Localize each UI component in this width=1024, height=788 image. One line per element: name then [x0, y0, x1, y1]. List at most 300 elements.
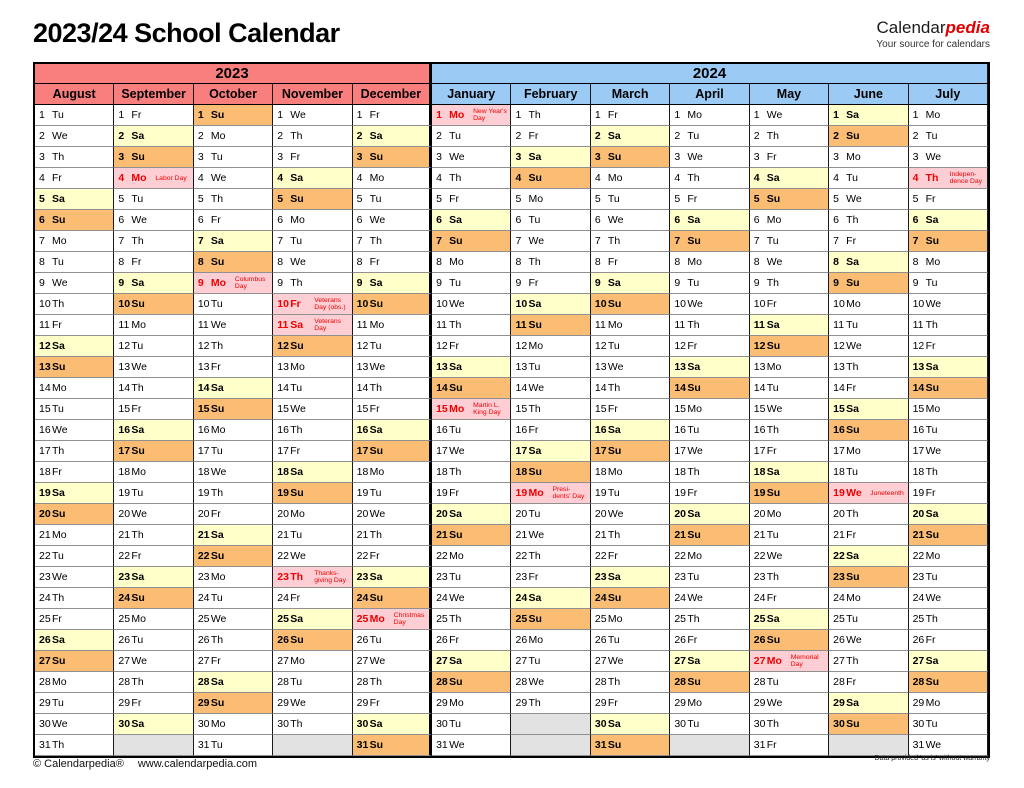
weekday-abbr: Tu [52, 697, 64, 709]
weekday-abbr: Th [369, 382, 382, 394]
weekday-abbr: We [846, 487, 862, 499]
day-cell-january-26 [432, 630, 511, 651]
weekday-abbr: Fr [52, 613, 62, 625]
day-cell-november-17 [273, 441, 352, 462]
weekday-abbr: Mo [766, 655, 782, 667]
weekday-abbr: Fr [369, 109, 380, 121]
day-cell-july-23 [909, 567, 988, 588]
day-number: 3 [197, 151, 204, 163]
day-cell-january-17 [432, 441, 511, 462]
day-number: 14 [118, 382, 131, 394]
weekday-abbr: Th [766, 718, 779, 730]
day-cell-november-15 [273, 399, 352, 420]
weekday-abbr: We [290, 109, 306, 121]
year-header-2024: 2024 [432, 64, 988, 84]
weekday-abbr: Fr [369, 697, 380, 709]
day-cell-may-19 [750, 483, 829, 504]
weekday-abbr: Su [528, 613, 542, 625]
weekday-abbr: Sa [846, 109, 859, 121]
day-number: 11 [515, 319, 527, 331]
weekday-abbr: Tu [210, 445, 223, 457]
month-header-march: March [591, 84, 670, 105]
day-number: 18 [118, 466, 131, 478]
empty-cell-february-31 [511, 735, 590, 756]
day-number: 29 [912, 697, 925, 709]
day-number: 9 [833, 277, 839, 289]
day-number: 23 [277, 571, 289, 583]
day-number: 17 [356, 445, 369, 457]
weekday-abbr: Tu [687, 424, 700, 436]
weekday-abbr: Fr [528, 277, 539, 289]
day-number: 9 [912, 277, 919, 289]
day-number: 27 [39, 655, 51, 667]
day-number: 15 [912, 403, 925, 415]
weekday-abbr: We [528, 676, 545, 688]
day-number: 8 [833, 256, 839, 268]
day-cell-january-6 [432, 210, 511, 231]
weekday-abbr: We [369, 508, 386, 520]
weekday-abbr: Tu [925, 424, 938, 436]
weekday-abbr: Sa [607, 277, 621, 289]
day-cell-january-28 [432, 672, 511, 693]
weekday-abbr: Sa [607, 718, 621, 730]
day-number: 11 [277, 319, 289, 331]
empty-cell-february-30 [511, 714, 590, 735]
day-number: 22 [436, 550, 448, 562]
day-cell-december-26 [353, 630, 432, 651]
month-header-august: August [35, 84, 114, 105]
day-number: 13 [594, 361, 607, 373]
day-number: 26 [833, 634, 845, 646]
day-cell-march-2 [591, 126, 670, 147]
day-number: 10 [674, 298, 687, 310]
holiday-label: Christmas Day [393, 612, 425, 626]
day-number: 9 [436, 277, 442, 289]
day-cell-october-31 [194, 735, 273, 756]
weekday-abbr: Th [528, 256, 541, 268]
weekday-abbr: Th [290, 718, 303, 730]
weekday-abbr: We [607, 655, 624, 667]
weekday-abbr: Mo [528, 340, 544, 352]
day-cell-october-2 [194, 126, 273, 147]
weekday-abbr: Sa [449, 214, 462, 226]
weekday-abbr: Tu [131, 193, 144, 205]
day-cell-february-7 [511, 231, 590, 252]
day-number: 16 [594, 424, 607, 436]
day-number: 5 [197, 193, 204, 205]
day-cell-june-3 [829, 147, 908, 168]
day-cell-june-12 [829, 336, 908, 357]
weekday-abbr: Mo [846, 592, 861, 604]
weekday-abbr: Tu [528, 508, 541, 520]
day-cell-january-13 [432, 357, 511, 378]
day-cell-january-1 [432, 105, 511, 126]
day-number: 28 [197, 676, 210, 688]
weekday-abbr: Sa [369, 718, 383, 730]
day-cell-may-20 [750, 504, 829, 525]
day-number: 17 [674, 445, 687, 457]
day-number: 4 [833, 172, 839, 184]
weekday-abbr: Su [846, 424, 860, 436]
day-number: 12 [912, 340, 925, 352]
day-cell-july-15 [909, 399, 988, 420]
weekday-abbr: Tu [528, 214, 541, 226]
day-number: 16 [356, 424, 369, 436]
day-number: 11 [39, 319, 50, 331]
weekday-abbr: Sa [131, 718, 145, 730]
weekday-abbr: We [846, 340, 862, 352]
day-cell-march-12 [591, 336, 670, 357]
weekday-abbr: Mo [210, 130, 226, 142]
day-number: 2 [118, 130, 125, 142]
day-cell-october-16 [194, 420, 273, 441]
weekday-abbr: We [846, 634, 862, 646]
day-number: 8 [912, 256, 919, 268]
day-number: 10 [197, 298, 210, 310]
weekday-abbr: Sa [210, 235, 224, 247]
day-cell-july-18 [909, 462, 988, 483]
day-number: 20 [515, 508, 528, 520]
empty-cell-june-31 [829, 735, 908, 756]
weekday-abbr: We [52, 571, 68, 583]
holiday-label: Labor Day [155, 174, 187, 182]
day-number: 17 [912, 445, 925, 457]
day-number: 25 [277, 613, 289, 625]
weekday-abbr: Th [210, 193, 224, 205]
day-cell-august-27 [35, 651, 114, 672]
day-number: 23 [912, 571, 925, 583]
day-number: 26 [515, 634, 528, 646]
weekday-abbr: We [528, 382, 545, 394]
day-number: 29 [118, 697, 131, 709]
day-cell-march-15 [591, 399, 670, 420]
day-number: 3 [277, 151, 284, 163]
day-cell-october-21 [194, 525, 273, 546]
day-cell-july-3 [909, 147, 988, 168]
weekday-abbr: Su [528, 172, 542, 184]
day-cell-november-25 [273, 609, 352, 630]
day-cell-april-15 [670, 399, 749, 420]
day-number: 20 [197, 508, 210, 520]
day-number: 17 [39, 445, 51, 457]
day-cell-may-3 [750, 147, 829, 168]
day-number: 6 [197, 214, 204, 226]
day-number: 2 [674, 130, 681, 142]
day-cell-february-20 [511, 504, 590, 525]
day-number: 26 [277, 634, 289, 646]
weekday-abbr: Tu [369, 634, 382, 646]
day-cell-october-14 [194, 378, 273, 399]
day-cell-october-13 [194, 357, 273, 378]
weekday-abbr: Sa [528, 298, 542, 310]
weekday-abbr: Tu [290, 676, 303, 688]
day-cell-october-6 [194, 210, 273, 231]
day-cell-december-24 [353, 588, 432, 609]
day-cell-march-10 [591, 294, 670, 315]
day-number: 12 [753, 340, 766, 352]
day-cell-june-27 [829, 651, 908, 672]
day-cell-june-6 [829, 210, 908, 231]
weekday-abbr: Su [766, 487, 781, 499]
day-cell-may-22 [750, 546, 829, 567]
weekday-abbr: Su [766, 634, 781, 646]
month-header-january: January [432, 84, 511, 105]
day-cell-october-5 [194, 189, 273, 210]
weekday-abbr: Su [449, 676, 463, 688]
weekday-abbr: Tu [846, 613, 859, 625]
day-number: 21 [594, 529, 607, 541]
day-cell-march-26 [591, 630, 670, 651]
weekday-abbr: Tu [210, 592, 223, 604]
day-cell-may-26 [750, 630, 829, 651]
day-number: 21 [277, 529, 289, 541]
weekday-abbr: We [766, 109, 783, 121]
day-cell-july-6 [909, 210, 988, 231]
day-cell-april-3 [670, 147, 749, 168]
day-number: 14 [39, 382, 51, 394]
day-number: 11 [118, 319, 130, 331]
day-number: 25 [356, 613, 369, 625]
weekday-abbr: We [52, 424, 68, 436]
day-number: 22 [833, 550, 845, 562]
weekday-abbr: Th [210, 340, 224, 352]
weekday-abbr: Mo [766, 508, 782, 520]
weekday-abbr: Mo [766, 361, 782, 373]
day-number: 4 [197, 172, 204, 184]
day-number: 20 [753, 508, 766, 520]
weekday-abbr: Fr [766, 592, 777, 604]
day-cell-april-11 [670, 315, 749, 336]
day-number: 12 [515, 340, 528, 352]
weekday-abbr: Su [290, 193, 304, 205]
weekday-abbr: Sa [369, 571, 383, 583]
weekday-abbr: Th [52, 151, 65, 163]
weekday-abbr: Su [607, 445, 622, 457]
weekday-abbr: Tu [766, 676, 779, 688]
weekday-abbr: Sa [290, 613, 304, 625]
day-number: 16 [118, 424, 131, 436]
day-cell-september-25 [114, 609, 193, 630]
day-cell-may-5 [750, 189, 829, 210]
weekday-abbr: Tu [52, 550, 64, 562]
weekday-abbr: Tu [290, 529, 303, 541]
day-cell-september-12 [114, 336, 193, 357]
day-number: 21 [515, 529, 528, 541]
weekday-abbr: Tu [131, 487, 144, 499]
weekday-abbr: Th [131, 529, 144, 541]
day-cell-february-11 [511, 315, 590, 336]
day-number: 16 [753, 424, 766, 436]
day-number: 19 [753, 487, 766, 499]
day-number: 3 [753, 151, 760, 163]
day-cell-august-6 [35, 210, 114, 231]
day-cell-march-30 [591, 714, 670, 735]
day-number: 6 [753, 214, 760, 226]
day-cell-february-12 [511, 336, 590, 357]
weekday-abbr: We [290, 256, 306, 268]
holiday-label: Veterans Day (obs.) [314, 297, 346, 311]
weekday-abbr: Tu [687, 571, 700, 583]
weekday-abbr: Th [449, 172, 462, 184]
day-number: 10 [594, 298, 607, 310]
weekday-abbr: Fr [290, 151, 301, 163]
day-cell-february-22 [511, 546, 590, 567]
day-cell-october-17 [194, 441, 273, 462]
day-cell-april-9 [670, 273, 749, 294]
day-number: 28 [594, 676, 607, 688]
day-cell-july-25 [909, 609, 988, 630]
day-number: 30 [118, 718, 131, 730]
day-cell-october-25 [194, 609, 273, 630]
day-cell-august-17 [35, 441, 114, 462]
weekday-abbr: Sa [210, 529, 224, 541]
day-cell-april-19 [670, 483, 749, 504]
day-cell-may-6 [750, 210, 829, 231]
month-header-october: October [194, 84, 273, 105]
weekday-abbr: Sa [687, 214, 701, 226]
day-number: 27 [436, 655, 448, 667]
weekday-abbr: Tu [449, 277, 461, 289]
day-number: 5 [436, 193, 442, 205]
weekday-abbr: Fr [210, 508, 221, 520]
day-number: 24 [197, 592, 210, 604]
weekday-abbr: Su [369, 592, 384, 604]
day-number: 26 [39, 634, 51, 646]
day-cell-october-22 [194, 546, 273, 567]
day-cell-november-30 [273, 714, 352, 735]
day-cell-july-27 [909, 651, 988, 672]
weekday-abbr: Mo [449, 403, 465, 415]
weekday-abbr: Th [528, 403, 541, 415]
weekday-abbr: Th [925, 466, 938, 478]
day-number: 6 [277, 214, 284, 226]
day-cell-september-8 [114, 252, 193, 273]
day-number: 9 [118, 277, 125, 289]
day-cell-june-14 [829, 378, 908, 399]
day-number: 9 [594, 277, 601, 289]
weekday-abbr: Tu [369, 193, 382, 205]
day-cell-june-24 [829, 588, 908, 609]
day-number: 24 [118, 592, 131, 604]
day-number: 18 [356, 466, 369, 478]
day-cell-march-31 [591, 735, 670, 756]
weekday-abbr: We [210, 172, 227, 184]
weekday-abbr: Fr [846, 676, 857, 688]
day-number: 2 [197, 130, 204, 142]
day-cell-february-19 [511, 483, 590, 504]
day-number: 8 [39, 256, 45, 268]
day-number: 15 [436, 403, 448, 415]
day-cell-february-16 [511, 420, 590, 441]
weekday-abbr: Th [449, 613, 462, 625]
day-number: 4 [912, 172, 919, 184]
day-number: 12 [118, 340, 131, 352]
day-number: 23 [515, 571, 528, 583]
day-number: 28 [118, 676, 131, 688]
day-number: 19 [912, 487, 925, 499]
day-cell-november-9 [273, 273, 352, 294]
weekday-abbr: Su [846, 277, 860, 289]
day-number: 7 [356, 235, 363, 247]
day-number: 25 [436, 613, 448, 625]
weekday-abbr: Mo [131, 613, 146, 625]
day-number: 18 [833, 466, 845, 478]
day-number: 3 [594, 151, 601, 163]
weekday-abbr: Fr [131, 403, 142, 415]
day-number: 23 [594, 571, 607, 583]
weekday-abbr: Th [687, 466, 700, 478]
day-cell-july-26 [909, 630, 988, 651]
day-cell-november-16 [273, 420, 352, 441]
day-number: 10 [436, 298, 448, 310]
day-cell-september-16 [114, 420, 193, 441]
day-cell-september-29 [114, 693, 193, 714]
day-number: 23 [356, 571, 369, 583]
day-cell-may-17 [750, 441, 829, 462]
month-header-june: June [829, 84, 908, 105]
weekday-abbr: Sa [925, 655, 939, 667]
day-cell-september-1 [114, 105, 193, 126]
day-number: 11 [833, 319, 845, 331]
day-number: 17 [833, 445, 845, 457]
day-cell-august-5 [35, 189, 114, 210]
day-cell-december-16 [353, 420, 432, 441]
weekday-abbr: Fr [925, 193, 936, 205]
day-number: 12 [436, 340, 448, 352]
day-number: 18 [753, 466, 766, 478]
weekday-abbr: Su [210, 697, 225, 709]
day-cell-october-15 [194, 399, 273, 420]
weekday-abbr: Su [131, 445, 145, 457]
day-number: 18 [277, 466, 289, 478]
day-cell-august-20 [35, 504, 114, 525]
day-cell-november-3 [273, 147, 352, 168]
day-number: 28 [753, 676, 766, 688]
weekday-abbr: Fr [528, 130, 539, 142]
day-cell-may-30 [750, 714, 829, 735]
weekday-abbr: We [687, 592, 703, 604]
day-number: 1 [436, 109, 442, 121]
day-number: 24 [277, 592, 289, 604]
weekday-abbr: Th [52, 298, 65, 310]
day-cell-july-1 [909, 105, 988, 126]
day-cell-july-12 [909, 336, 988, 357]
day-number: 18 [515, 466, 528, 478]
day-number: 1 [594, 109, 601, 121]
weekday-abbr: Th [607, 676, 621, 688]
copyright-text: © Calendarpedia® [33, 758, 124, 770]
weekday-abbr: Su [766, 340, 781, 352]
weekday-abbr: Th [766, 424, 779, 436]
month-header-september: September [114, 84, 193, 105]
day-number: 3 [436, 151, 442, 163]
weekday-abbr: Mo [925, 697, 941, 709]
day-cell-july-14 [909, 378, 988, 399]
day-cell-december-1 [353, 105, 432, 126]
website-link[interactable]: www.calendarpedia.com [137, 758, 258, 770]
day-number: 6 [118, 214, 125, 226]
day-cell-july-8 [909, 252, 988, 273]
day-cell-june-8 [829, 252, 908, 273]
weekday-abbr: Fr [131, 697, 142, 709]
day-number: 20 [594, 508, 607, 520]
weekday-abbr: Fr [369, 403, 380, 415]
weekday-abbr: Tu [925, 718, 938, 730]
day-number: 19 [515, 487, 528, 499]
day-number: 1 [674, 109, 681, 121]
day-cell-september-11 [114, 315, 193, 336]
day-number: 19 [277, 487, 289, 499]
